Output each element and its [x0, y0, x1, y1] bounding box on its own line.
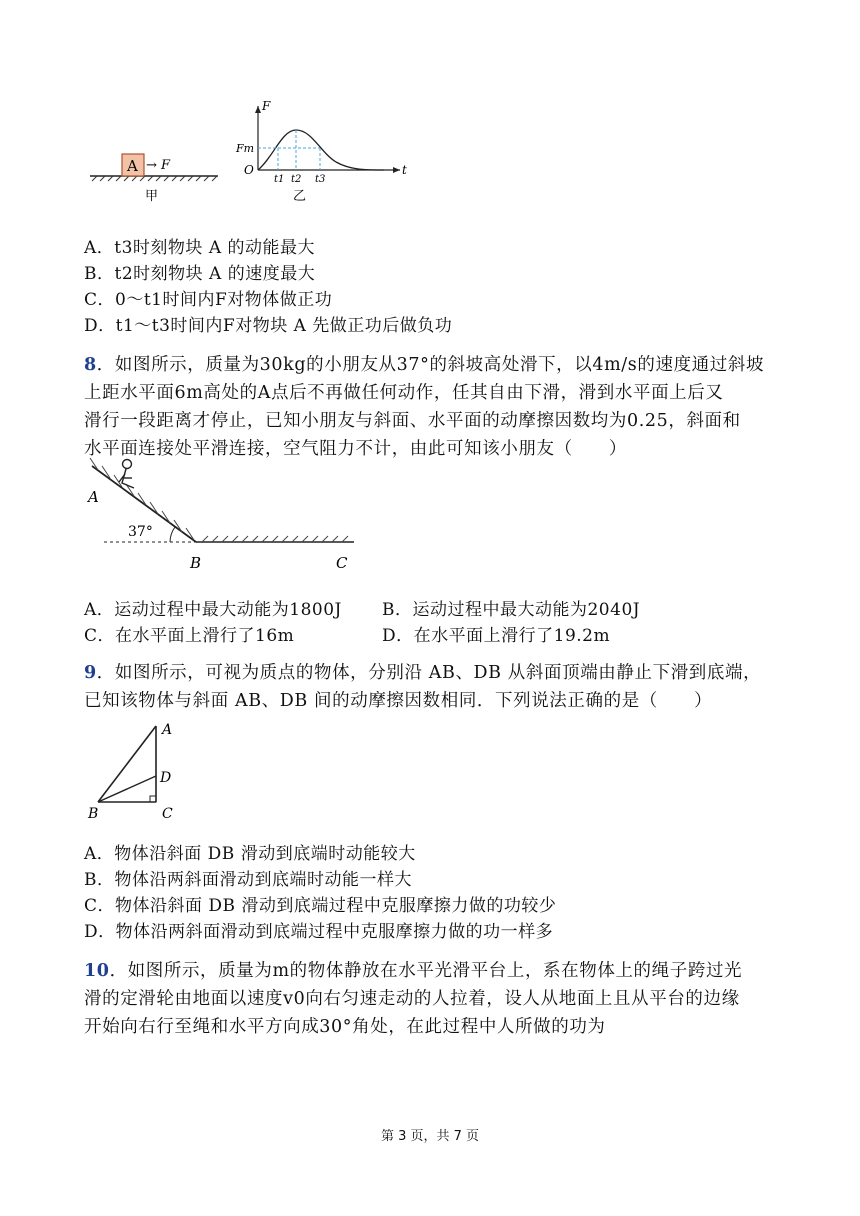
q8-option-a: A．运动过程中最大动能为1800J [84, 600, 342, 620]
point-c-label: C [336, 554, 348, 572]
axis-t-label: t [402, 163, 407, 177]
q7-option-d: D．t1～t3时间内F对物块 A 先做正功后做负功 [84, 316, 453, 336]
q8-number: 8 [84, 355, 97, 375]
q7-option-b: B．t2时刻物块 A 的速度最大 [84, 264, 316, 284]
point-b-label: B [88, 806, 99, 822]
q8-slope-figure [84, 456, 374, 576]
q7-option-a: A．t3时刻物块 A 的动能最大 [84, 238, 316, 258]
q9-option-a: A．物体沿斜面 DB 滑动到底端时动能较大 [84, 844, 416, 864]
t3-label: t3 [315, 174, 326, 185]
child-figure [119, 460, 134, 489]
point-d-label: D [160, 770, 172, 786]
force-time-graph [235, 99, 407, 204]
q9-line-2: 已知该物体与斜面 AB、DB 间的动摩擦因数相同．下列说法正确的是（ ） [84, 691, 713, 711]
q10-line-1: 10．如图所示，质量为m的物体静放在水平光滑平台上，系在物体上的绳子跨过光 [84, 961, 743, 981]
point-a-label: A [88, 488, 99, 506]
q10-line-2: 滑的定滑轮由地面以速度v0向右匀速走动的人拉着，设人从地面上且从平台的边缘 [84, 989, 740, 1009]
point-a-label: A [162, 722, 173, 738]
q9-option-b: B．物体沿两斜面滑动到底端时动能一样大 [84, 870, 412, 890]
point-c-label: C [162, 806, 173, 822]
q7-option-c: C．0～t1时间内F对物体做正功 [84, 290, 333, 310]
q8-line-3: 滑行一段距离才停止，已知小朋友与斜面、水平面的动摩擦因数均为0.25，斜面和 [84, 411, 741, 431]
axis-f-label: F [262, 99, 271, 113]
t2-label: t2 [291, 174, 302, 185]
q9-option-d: D．物体沿两斜面滑动到底端过程中克服摩擦力做的功一样多 [84, 922, 554, 942]
q9-incline-figure [84, 718, 194, 828]
t1-label: t1 [274, 174, 285, 185]
force-curve [258, 130, 384, 170]
caption-yi: 乙 [293, 189, 307, 204]
point-b-label: B [190, 554, 202, 572]
origin-label: O [244, 163, 254, 177]
q8-option-d: D．在水平面上滑行了19.2m [382, 626, 611, 646]
force-label: → F [146, 158, 171, 173]
q8-line-1: 8．如图所示，质量为30kg的小朋友从37°的斜坡高处滑下，以4m/s的速度通过斜坡 [84, 355, 765, 375]
caption-jia: 甲 [145, 189, 159, 204]
block-on-ground-diagram [90, 154, 218, 204]
q9-option-c: C．物体沿斜面 DB 滑动到底端过程中克服摩擦力做的功较少 [84, 896, 557, 916]
q8-option-b: B．运动过程中最大动能为2040J [382, 600, 641, 620]
block-a-label: A [127, 157, 138, 175]
q8-line-2: 上距水平面6m高处的A点后不再做任何动作，任其自由下滑，滑到水平面上后又 [84, 383, 724, 403]
q7-figure [84, 96, 414, 216]
angle-label: 37° [128, 524, 153, 540]
q8-line-4: 水平面连接处平滑连接，空气阻力不计，由此可知该小朋友（ ） [84, 439, 627, 459]
page-footer: 第 3 页，共 7 页 [380, 1129, 480, 1144]
q10-line-3: 开始向右行至绳和水平方向成30°角处，在此过程中人所做的功为 [84, 1017, 606, 1037]
q8-option-c: C．在水平面上滑行了16m [84, 626, 295, 646]
q9-number: 9 [84, 663, 97, 683]
fm-label: Fm [236, 142, 255, 155]
q10-number: 10 [84, 961, 110, 981]
q9-line-1: 9．如图所示，可视为质点的物体，分别沿 AB、DB 从斜面顶端由静止下滑到底端， [84, 663, 762, 683]
